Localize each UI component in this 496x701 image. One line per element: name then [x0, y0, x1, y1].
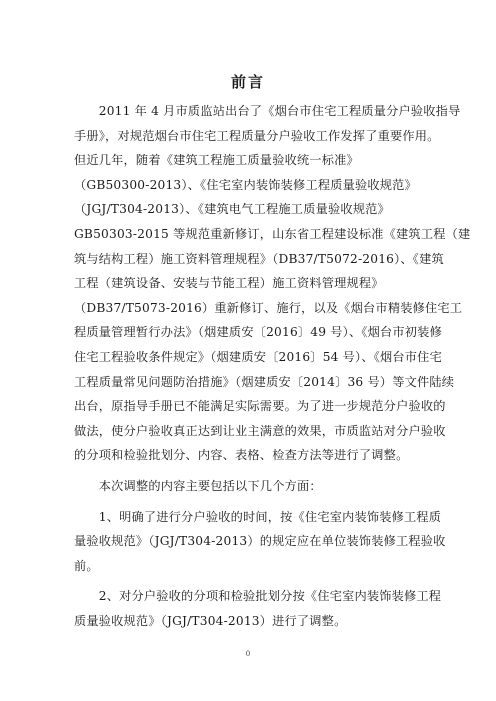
text-line: 住宅工程验收条件规定》（烟建质安〔2016〕54 号）、《烟台市住宅 [74, 349, 442, 364]
text-line: 2、对分户验收的分项和检验批划分按《住宅室内装饰装修工程 [74, 589, 442, 604]
paragraph-summary [74, 474, 430, 499]
text-line: 筑与结构工程）施工资料管理规程》（DB37/T5072-2016）、《建筑 [74, 251, 444, 266]
text-line: 的分项和检验批划分、内容、表格、检查方法等进行了调整。 [74, 448, 409, 463]
page-title: 前言 [230, 73, 265, 91]
text-line: 前。 [74, 558, 99, 573]
text-line: 出台，原指导手册已不能满足实际需要。为了进一步规范分户验收的 [74, 399, 446, 414]
text-line: 本次调整的内容主要包括以下几个方面： [74, 478, 322, 493]
text-line: 做法，使分户验收真正达到让业主满意的效果，市质监站对分户验收 [74, 423, 446, 438]
text-line: 程质量管理暂行办法》（烟建质安〔2016〕49 号）、《烟台市初装修 [74, 325, 442, 340]
document-body [74, 99, 471, 633]
text-line: 工程（建筑设备、安装与节能工程）施工资料管理规程》 [74, 276, 384, 291]
text-line: 1、明确了进行分户验收的时间，按《住宅室内装饰装修工程质 [74, 509, 442, 524]
text-line: （GB50300-2013）、《住宅室内装饰装修工程质量验收规范》 [74, 177, 417, 192]
text-line: 2011 年 4 月市质监站出台了《烟台市住宅工程质量分户验收指导 [74, 104, 461, 118]
text-line: 工程质量常见问题防治措施》（烟建质安〔2014〕36 号）等文件陆续 [74, 374, 455, 389]
text-line: （JGJ/T304-2013）、《建筑电气工程施工质量验收规范》 [74, 202, 390, 217]
text-line: 但近几年，随着《建筑工程施工质量验收统一标准》 [74, 153, 359, 168]
paragraph-item-1 [74, 505, 446, 579]
text-line: （DB37/T5073-2016）重新修订、施行，以及《烟台市精装修住宅工 [74, 300, 463, 315]
paragraph-intro [74, 99, 471, 468]
page-number: 0 [245, 650, 251, 658]
text-line: GB50303-2015 等规范重新修订，山东省工程建设标准《建筑工程（建 [74, 226, 471, 241]
text-line: 质量验收规范》（JGJ/T304-2013）进行了调整。 [74, 613, 347, 628]
paragraph-item-2 [74, 584, 442, 633]
text-line: 量验收规范》（JGJ/T304-2013）的规定应在单位装饰装修工程验收 [74, 534, 446, 549]
text-line: 手册》，对规范烟台市住宅工程质量分户验收工作发挥了重要作用。 [74, 128, 440, 143]
